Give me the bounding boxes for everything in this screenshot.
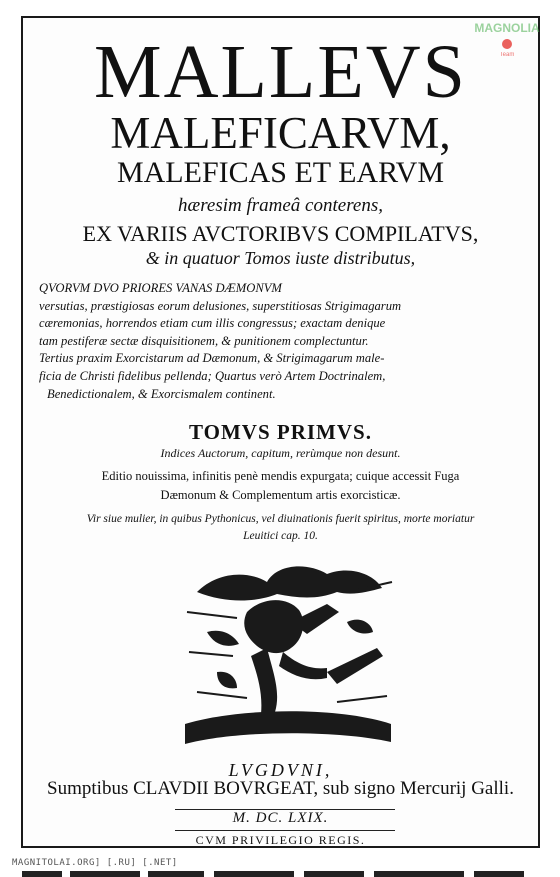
paragraph-line: cæremonias, horrendos etiam cum illis congressus; exactam denique	[39, 316, 386, 331]
paragraph-line: QVORVM DVO PRIORES VANAS DÆMONVM	[39, 281, 282, 295]
site-watermark-logo-icon	[472, 18, 542, 60]
editio-line-2: Dæmonum & Complementum artis exorcisticæ.	[160, 488, 401, 502]
epigraph-line-1: Vir siue mulier, in quibus Pythonicus, vel diuinationis fuerit spiritus, morte moriatur	[86, 513, 475, 525]
divider	[175, 830, 395, 831]
epigraph-line-2: Leuitici cap. 10.	[243, 530, 318, 542]
paragraph-line: Tertius praxim Exorcistarum ad Dæmonum, & Strigimagarum male-	[39, 351, 385, 366]
subtitle-ex-variis: EX VARIIS AVCTORIBVS COMPILATVS,	[82, 221, 479, 246]
paragraph-line: ficia de Christi fidelibus pellenda; Quartus verò Artem Doctrinalem,	[39, 368, 386, 383]
paragraph-line: tam pestiferæ sectæ disquisitionem, & punitionem complectuntur.	[39, 333, 369, 348]
paragraph-line: Benedictionalem, & Exorcismalem continent.	[47, 386, 276, 401]
svg-text:Team: Team	[499, 52, 515, 58]
site-watermark-text: MAGNITOLAI.ORG] [.RU] [.NET]	[12, 858, 178, 868]
cropped-text-fragment-icon	[18, 867, 538, 877]
imprint-year: M. DC. LXIX.	[232, 810, 329, 826]
paragraph-line: versutias, præstigiosas eorum delusiones, superstitiosas Strigimagarum	[39, 298, 402, 313]
title-maleficarvm: MALEFICARVM,	[110, 108, 451, 158]
title-page	[21, 16, 540, 848]
svg-text:MAGNOLIA: MAGNOLIA	[474, 21, 540, 35]
imprint-privilege: CVM PRIVILEGIO REGIS.	[195, 833, 366, 847]
contents-paragraph	[39, 280, 526, 403]
editio-line-1: Editio nouissima, infinitis penè mendis expurgata; cuique accessit Fuga	[101, 469, 460, 483]
indices-note: Indices Auctorum, capitum, rerùmque non desunt.	[160, 446, 401, 460]
subtitle-quatuor-tomos: & in quatuor Tomos iuste distributus,	[145, 248, 416, 268]
title-mallevs: MALLEVS	[94, 30, 467, 114]
tomus-primus: TOMVS PRIMVS.	[189, 420, 372, 444]
imprint-publisher: Sumptibus CLAVDII BOVRGEAT, sub signo Mercurij Galli.	[47, 778, 514, 799]
subtitle-haeresim: hæresim frameâ conterens,	[178, 195, 383, 216]
subtitle-maleficas: MALEFICAS ET EARVM	[116, 156, 445, 189]
imprint-place: LVGDVNI,	[228, 760, 333, 780]
printer-device-woodcut-icon	[177, 552, 399, 760]
